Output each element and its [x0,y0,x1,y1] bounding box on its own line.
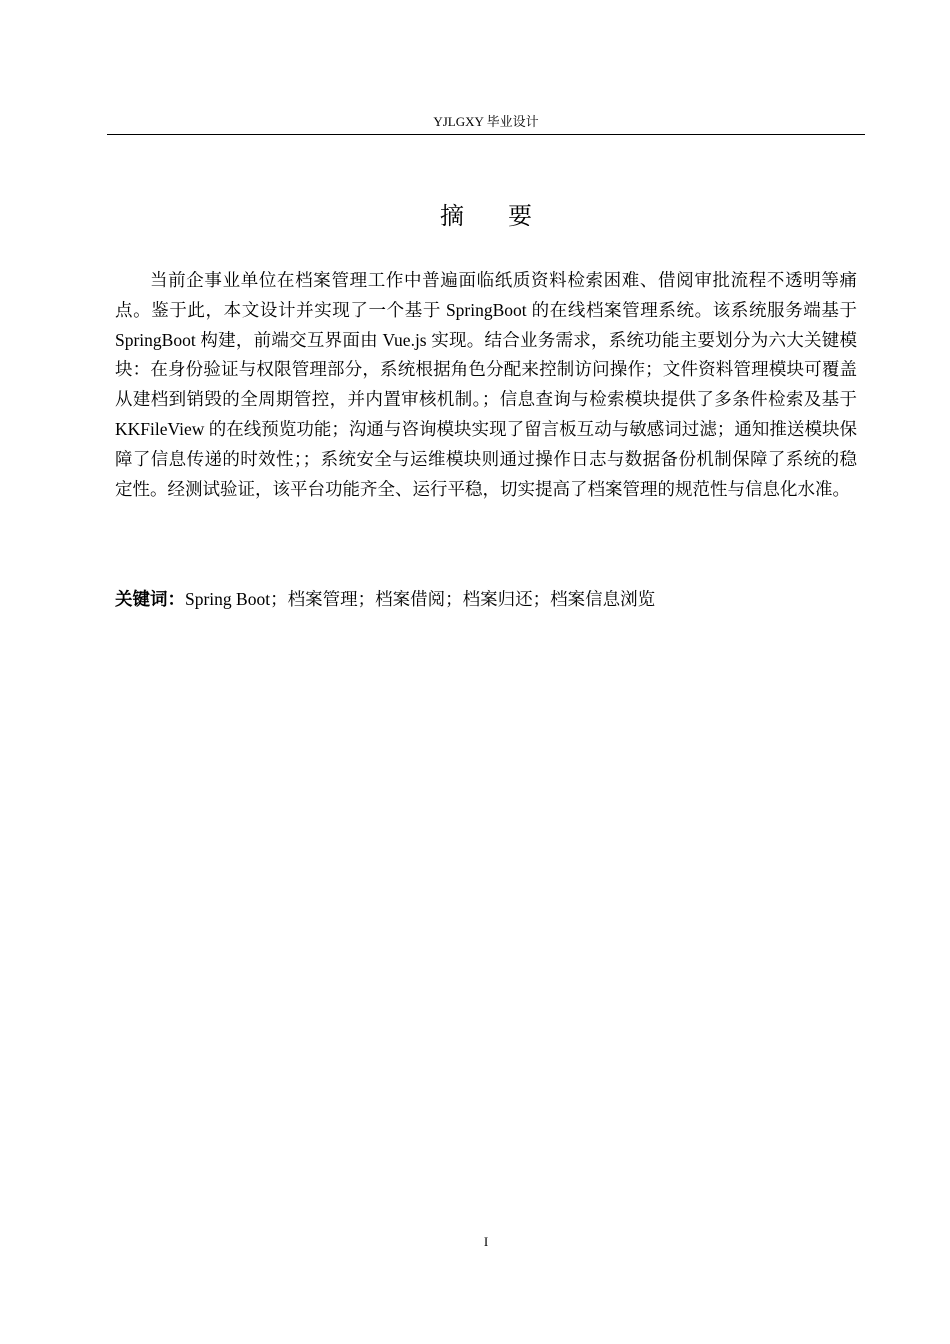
keywords-value: Spring Boot；档案管理；档案借阅；档案归还；档案信息浏览 [185,589,656,609]
abstract-body: 当前企事业单位在档案管理工作中普遍面临纸质资料检索困难、借阅审批流程不透明等痛点。鉴于此，本文设计并实现了一个基于 SpringBoot 的在线档案管理系统。该系统服务端基于 SpringBoot 构建，前端交互界面由 Vue.js 实现。结合业务需求，系统功能主要划分为六大关键模块：在身份验证与权限管理部分，系统根据角色分配来控制访问操作；文件资料管理模块可覆盖从建档到销毁的全周期管控，并内置审核机制。；信息查询与检索模块提供了多条件检索及基于 KKFileView 的在线预览功能；沟通与咨询模块实现了留言板互动与敏感词过滤；通知推送模块保障了信息传递的时效性；；系统安全与运维模块则通过操作日志与数据备份机制保障了系统的稳定性。经测试验证，该平台功能齐全、运行平稳，切实提高了档案管理的规范性与信息化水准。 [115,270,857,499]
header-text: YJLGXY 毕业设计 [433,114,539,129]
page-header [107,114,865,135]
abstract-title: 摘要 [440,202,576,230]
keywords-line [115,585,857,615]
keywords-label: 关键词： [115,590,185,610]
page-number: I [483,1234,489,1249]
